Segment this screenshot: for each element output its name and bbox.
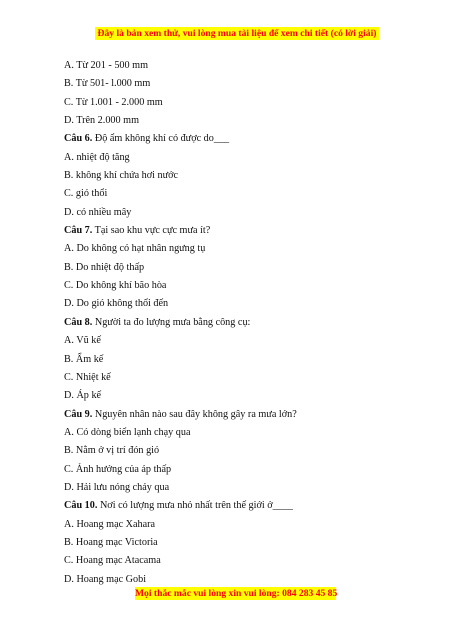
- answer-option: D. Hải lưu nóng chảy qua: [64, 481, 170, 493]
- answer-option: B. Nằm ở vị trí đón gió: [64, 445, 160, 457]
- question-number: Câu 6.: [64, 133, 93, 145]
- question-line: [64, 222, 424, 240]
- answer-option: A. Do không có hạt nhân ngưng tụ: [64, 243, 206, 255]
- answer-option: A. Từ 201 - 500 mm: [64, 60, 149, 71]
- answer-option: B. Hoang mạc Victoria: [64, 536, 158, 548]
- answer-option: D. có nhiều mây: [64, 206, 132, 218]
- preview-notice-banner: [95, 27, 379, 40]
- question-line: [64, 406, 424, 424]
- answer-option: D. Áp kế: [64, 390, 102, 402]
- quiz-content: [64, 57, 424, 589]
- answer-option: B. Do nhiệt độ thấp: [64, 261, 145, 273]
- answer-option: C. Ảnh hưởng của áp thấp: [64, 463, 172, 475]
- answer-option: B. Ẩm kế: [64, 353, 104, 365]
- question-text: Nơi có lượng mưa nhỏ nhất trên thế giới ở____: [97, 500, 293, 512]
- question-line: [64, 130, 424, 148]
- answer-option: A. nhiệt độ tăng: [64, 151, 130, 163]
- answer-option: A. Hoang mạc Xahara: [64, 518, 156, 530]
- answer-option: C. Nhiệt kế: [64, 371, 111, 383]
- question-text: Độ ẩm không khí có được do___: [92, 133, 230, 145]
- question-text: Tại sao khu vực cực mưa ít?: [92, 225, 211, 237]
- question-number: Câu 10.: [64, 500, 98, 512]
- question-number: Câu 9.: [64, 408, 93, 420]
- answer-option: A. Vũ kế: [64, 335, 101, 347]
- answer-option: A. Có dòng biển lạnh chạy qua: [64, 426, 191, 438]
- answer-option: C. gió thổi: [64, 188, 108, 200]
- question-text: Người ta đo lượng mưa bằng công cụ:: [92, 316, 251, 328]
- contact-notice-text: Mọi thắc mắc vui lòng xin vui lòng: 084 283 45 85: [135, 588, 338, 599]
- question-line: [64, 314, 424, 332]
- answer-option: D. Do gió không thổi đến: [64, 298, 169, 310]
- question-text: Nguyên nhân nào sau đây không gây ra mưa lớn?: [92, 408, 297, 420]
- answer-option: C. Từ 1.001 - 2.000 mm: [64, 96, 163, 108]
- answer-option: B. Từ 501- l.000 mm: [64, 78, 151, 90]
- preview-notice-text: Đây là bản xem thử, vui lòng mua tài liệu để xem chi tiết (có lời giải): [97, 28, 377, 39]
- answer-option: B. không khí chứa hơi nước: [64, 170, 179, 182]
- answer-option: C. Hoang mạc Atacama: [64, 555, 161, 567]
- answer-option: D. Hoang mạc Gobi: [64, 573, 147, 585]
- contact-notice-banner: [135, 587, 336, 600]
- answer-option: C. Do không khí bão hòa: [64, 280, 167, 292]
- answer-option: D. Trên 2.000 mm: [64, 115, 140, 127]
- question-line: [64, 497, 424, 515]
- question-number: Câu 8.: [64, 316, 93, 328]
- question-number: Câu 7.: [64, 225, 93, 237]
